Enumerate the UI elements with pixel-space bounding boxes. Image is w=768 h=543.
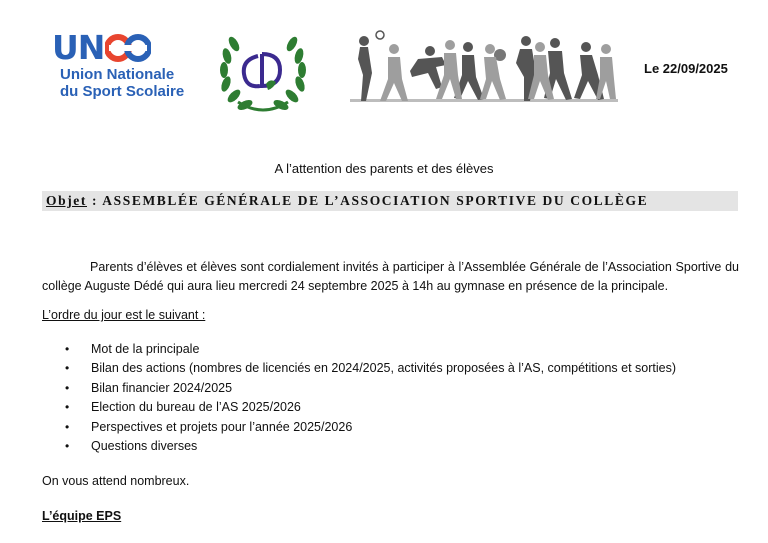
signature: L’équipe EPS [42, 509, 122, 523]
sports-silhouettes-banner [350, 29, 618, 106]
subject-label: Objet [46, 193, 87, 208]
invitation-paragraph: Parents d’élèves et élèves sont cordialement invités à participer à l’Assemblée Générale de l’Association Sportive du collège Auguste Dédé qui aura lieu mercredi 24 septembre 2025 à 14h au gymnase en présence de la principale. [42, 260, 739, 293]
unss-ss-emblem [105, 31, 151, 65]
athletes-silhouette-icon [350, 29, 618, 106]
bullet-icon: • [65, 419, 70, 434]
college-laurel-logo [214, 32, 312, 116]
letter-date: Le 22/09/2025 [644, 61, 728, 76]
agenda-item [42, 340, 732, 359]
agenda-item-text: Mot de la principale [91, 342, 200, 356]
agenda-item [42, 398, 732, 417]
laurel-wreath-icon [214, 32, 312, 116]
agenda-item [42, 437, 732, 456]
agenda-list [42, 340, 732, 456]
closing-line: On vous attend nombreux. [42, 474, 190, 488]
unss-wordmark: UN [52, 30, 197, 66]
agenda-item [42, 418, 732, 437]
agenda-title: L’ordre du jour est le suivant : [42, 308, 206, 322]
unss-logo [52, 30, 197, 112]
agenda-item-text: Perspectives et projets pour l’année 2025/2026 [91, 419, 353, 434]
agenda-item-text: Election du bureau de l’AS 2025/2026 [91, 400, 301, 415]
agenda-item-text: Bilan des actions (nombres de licenciés en 2024/2025, activités proposées à l’AS, compétitions et sorties) [91, 361, 677, 376]
unss-subtitle-line2: du Sport Scolaire [60, 83, 185, 100]
agenda-item [42, 379, 732, 398]
agenda-item [42, 359, 732, 378]
bullet-icon: • [65, 380, 70, 395]
bullet-icon: • [65, 400, 70, 415]
agenda-item-text: Bilan financier 2024/2025 [91, 380, 233, 395]
bullet-icon: • [65, 361, 70, 376]
attention-line: A l’attention des parents et des élèves [274, 161, 494, 176]
bullet-icon: • [65, 342, 70, 356]
subject-text: : ASSEMBLÉE GÉNÉRALE DE L’ASSOCIATION SPORTIVE DU COLLÈGE [87, 193, 649, 208]
subject-bar [42, 191, 738, 211]
bullet-icon: • [65, 439, 70, 454]
agenda-item-text: Questions diverses [91, 439, 198, 454]
unss-subtitle-line1: Union Nationale [60, 66, 175, 83]
